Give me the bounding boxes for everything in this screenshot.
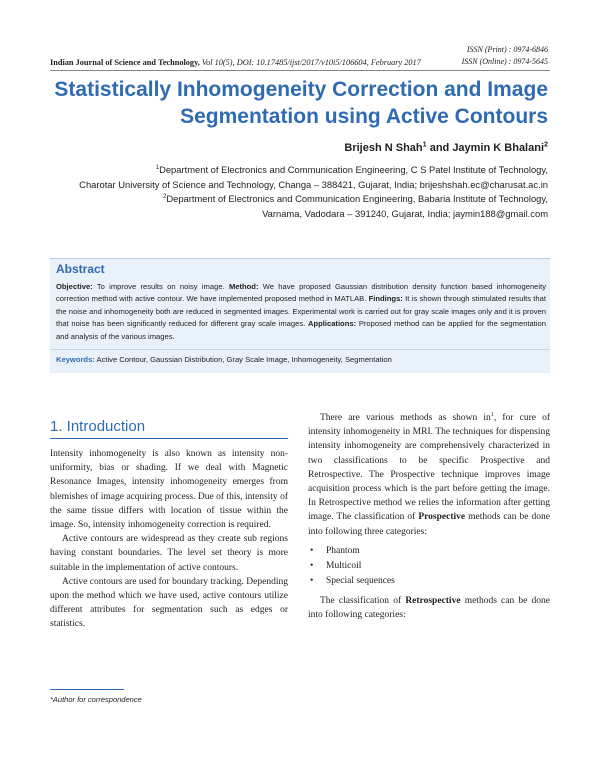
list-item: • Multicoil bbox=[308, 559, 550, 574]
author-connector: and bbox=[426, 142, 453, 154]
affiliations bbox=[28, 163, 548, 221]
footnote-rule bbox=[50, 689, 124, 690]
issn-print: ISSN (Print) : 0974-6846 bbox=[466, 45, 548, 54]
author-1: Brijesh N Shah bbox=[344, 142, 423, 154]
intro-paragraph-1: Intensity inhomogeneity is also known as intensity non-uniformity, bias or shading. If we deal with Magnetic Resonance Images, intensity inhomogeneity emerges from blemishes of image acquiring process. Due of this, intensity of the same tissue differs with location of tissue within the image. So, intensity inhomogeneity correction is required. bbox=[50, 449, 288, 531]
abstract-body bbox=[56, 281, 546, 343]
paper-title bbox=[48, 76, 548, 130]
journal-name: Indian Journal of Science and Technology, bbox=[50, 58, 200, 67]
keywords-label: Keywords: bbox=[56, 355, 95, 364]
method-label: Method: bbox=[228, 282, 259, 291]
retrospective-term: Retrospective bbox=[405, 595, 461, 606]
intro-paragraph-3: Active contours are used for boundary tracking. Depending upon the method which we have used, active contours utilize different attributes for segmentation such as edges or statistics. bbox=[50, 576, 288, 630]
keywords-divider bbox=[50, 349, 550, 350]
footnote-correspondence: *Author for correspondence bbox=[50, 695, 142, 704]
citation-ref-1: 1 bbox=[490, 411, 494, 418]
objective-label: Objective: bbox=[56, 282, 93, 291]
author-1-affil-mark: 1 bbox=[422, 140, 427, 149]
objective-text: To improve results on noisy image. bbox=[92, 282, 229, 291]
title-line-2: Segmentation using Active Contours bbox=[180, 105, 548, 128]
section-heading-underline bbox=[50, 438, 288, 439]
author-list bbox=[344, 142, 548, 154]
applications-label: Applications: bbox=[307, 319, 357, 329]
affiliation-line-1: $^1$Department of Electronics and Communication Engineering, C S Patel Institute of Technology, bbox=[155, 163, 548, 175]
applications-text: Proposed method can be applied for the segmentation and analysis of the various images. bbox=[56, 319, 546, 341]
findings-text: It is shown through stimulated results that the noise and inhomogeneity both are reduced in segmented images. Experimental work is carried out for gray scale images only and it is proven that noise has been significantly reduced for different gray scale images. bbox=[56, 294, 546, 329]
title-line-1: Statistically Inhomogeneity Correction and Image bbox=[54, 78, 548, 101]
author-2: Jaymin K Bhalani bbox=[452, 142, 545, 154]
journal-details: Vol 10(5), DOI: 10.17485/ijst/2017/v10i5/106604, February 2017 bbox=[201, 58, 421, 67]
author-2-affil-mark: 2 bbox=[544, 140, 548, 149]
issn-block bbox=[462, 44, 548, 68]
left-column bbox=[50, 447, 288, 632]
section-heading-introduction: 1. Introduction bbox=[50, 418, 146, 435]
right-column bbox=[308, 411, 550, 622]
method-text: We have proposed Gaussian distribution density function based inhomogeneity correction method with active contour. We have implemented proposed method in MATLAB. bbox=[56, 282, 546, 304]
keywords-text: Active Contour, Gaussian Distribution, Gray Scale Image, Inhomogeneity, Segmentation bbox=[94, 355, 392, 364]
prospective-list bbox=[308, 544, 550, 589]
prospective-term: Prospective bbox=[418, 512, 466, 523]
intro-paragraph-5: The classification of Retrospective methods can be done into following categories: bbox=[308, 595, 551, 621]
affiliation-line-4: Varnama, Vadodara – 391240, Gujarat, India; jaymin188@gmail.com bbox=[262, 207, 548, 219]
findings-label: Findings: bbox=[368, 294, 403, 304]
abstract-heading: Abstract bbox=[56, 262, 105, 276]
affiliation-line-2: Charotar University of Science and Technology, Changa – 388421, Gujarat, India; brijeshshah.ec@charusat.ac.in bbox=[79, 178, 548, 190]
affiliation-2-mark: 2 bbox=[162, 192, 167, 200]
journal-citation bbox=[50, 58, 421, 67]
intro-paragraph-4: There are various methods as shown $in^1$, for cure of intensity inhomogeneity in MRI. The techniques for dispensing intensity inhomogeneity are comprehensively characterized in two classifications to be specific Prospective and Retrospective. The Prospective technique improves image acquisition process which is the part before getting the image. In Retrospective method we relies the information after getting image. The classification of Prospective methods can be done into following three categories: bbox=[308, 411, 550, 537]
list-item: • Phantom bbox=[308, 544, 550, 559]
list-item: • Special sequences bbox=[308, 574, 550, 589]
header-divider bbox=[50, 70, 550, 71]
affiliation-line-3: $^2$Department of Electronics and Communication Engineering, Babaria Institute of Technology, bbox=[162, 192, 548, 204]
keywords bbox=[56, 355, 546, 364]
intro-paragraph-2: Active contours are widespread as they create sub regions having constant boundaries. The level set theory is more suitable in the implementation of active contours. bbox=[50, 534, 288, 573]
issn-online: ISSN (Online) : 0974-5645 bbox=[461, 57, 548, 66]
affiliation-1-mark: 1 bbox=[155, 163, 160, 171]
